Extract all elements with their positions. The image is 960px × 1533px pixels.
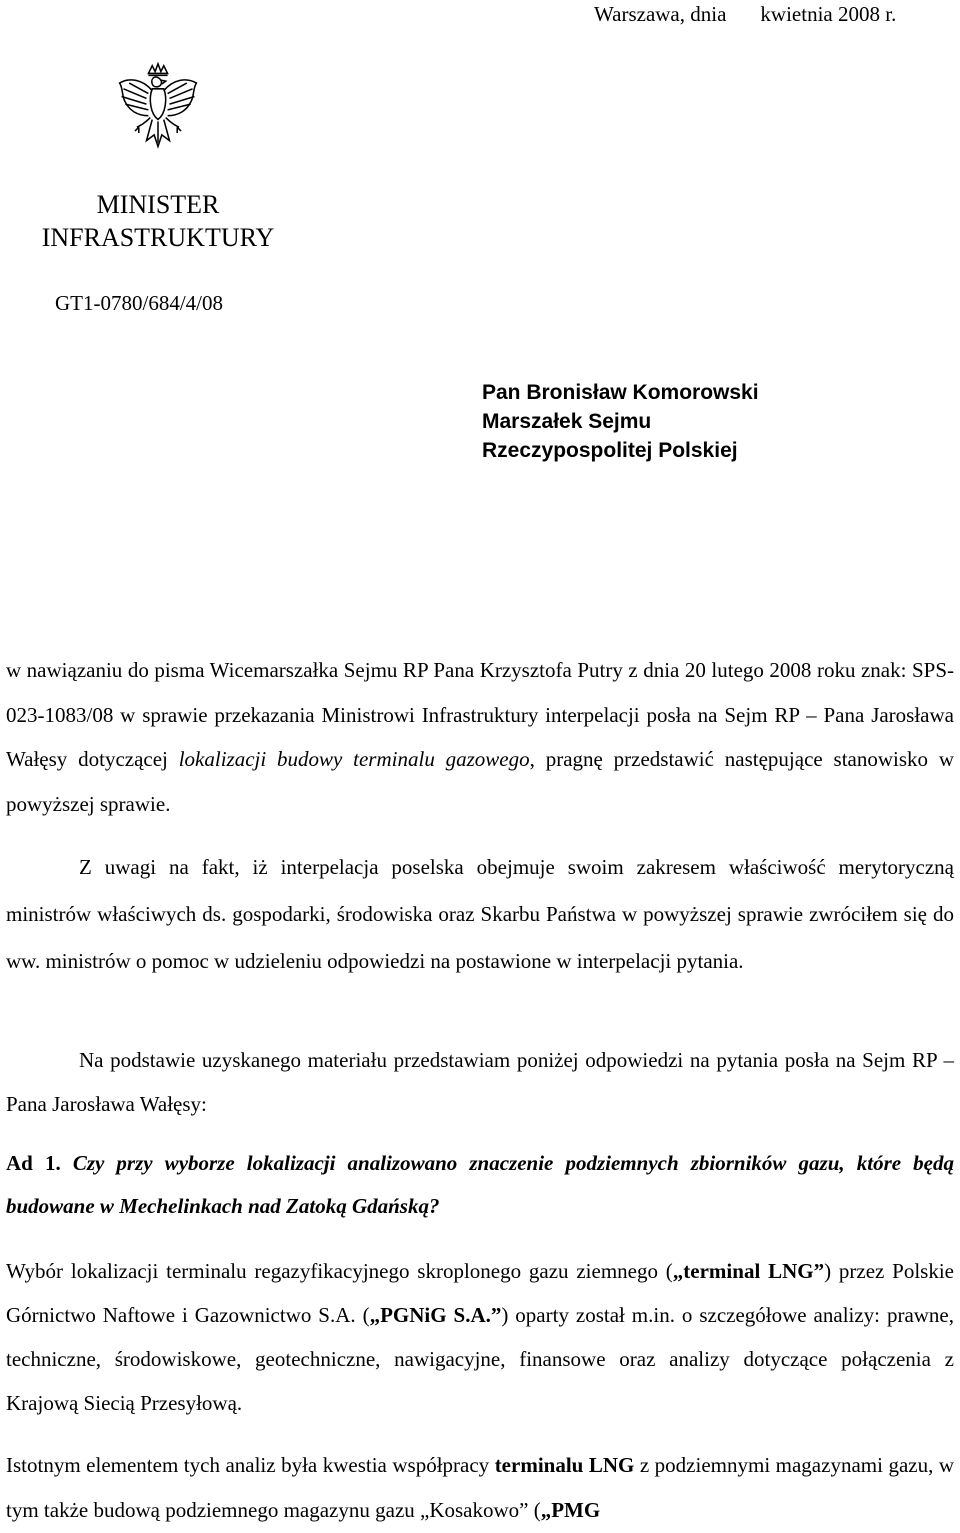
paragraph-intro-end: , pragnę przedstawić następujące stanowisko w powyższej sprawie.	[6, 747, 955, 816]
answer-text: Wybór lokalizacji terminalu regazyfikacyjnego skroplonego gazu ziemnego (	[6, 1259, 673, 1283]
paragraph-intro-italic: lokalizacji budowy terminalu gazowego	[178, 747, 530, 771]
polish-eagle-emblem-icon	[110, 60, 206, 156]
answer-bold: terminalu LNG	[494, 1453, 635, 1477]
answer-bold: „PMG	[540, 1498, 601, 1522]
answer-text: z podziemnymi magazynami gazu, w tym także budową podziemnego magazynu gazu „Kosakowo” (	[6, 1453, 954, 1522]
addressee-name: Pan Bronisław Komorowski	[482, 381, 759, 404]
question-1-text: Czy przy wyborze lokalizacji analizowano znaczenie podziemnych zbiorników gazu, które będą budowane w Mechelinkach nad Zatoką Gdańską?	[6, 1151, 954, 1218]
question-1	[6, 1142, 954, 1228]
paragraph-intro-text: w nawiązaniu do pisma Wicemarszałka Sejmu RP Pana Krzysztofa Putry z dnia 20 lutego 2008 roku znak: SPS-023-1083/08 w sprawie przekazania Ministrowi Infrastruktury interpelacji posła na Sejm RP – Pana Jarosława Wałęsy dotyczącej	[6, 658, 954, 771]
answer-bold: „PGNiG S.A.”	[369, 1303, 502, 1327]
addressee-country: Rzeczypospolitej Polskiej	[482, 439, 738, 462]
answer-1-paragraph-2	[6, 1443, 954, 1533]
date-prefix: Warszawa, dnia	[594, 2, 727, 26]
answer-1-paragraph-1	[6, 1249, 954, 1425]
ministry-line-1: MINISTER	[96, 190, 220, 219]
answer-bold: „terminal LNG”	[672, 1259, 825, 1283]
reference-number: GT1-0780/684/4/08	[55, 291, 223, 315]
paragraph-answers-intro: Na podstawie uzyskanego materiału przedstawiam poniżej odpowiedzi na pytania posła na Sejm RP – Pana Jarosława Wałęsy:	[6, 1048, 954, 1116]
answer-text: Istotnym elementem tych analiz była kwestia współpracy	[6, 1453, 495, 1477]
date-suffix: kwietnia 2008 r.	[760, 2, 897, 26]
paragraph-competence: Z uwagi na fakt, iż interpelacja poselska obejmuje swoim zakresem właściwość merytoryczną ministrów właściwych ds. gospodarki, środowiska oraz Skarbu Państwa w powyższej sprawie zwróciłem się do ww. ministrów o pomoc w udzieleniu odpowiedzi na postawione w interpelacji pytania.	[6, 855, 954, 973]
addressee-title: Marszałek Sejmu	[482, 410, 652, 433]
answer-text: ) przez Polskie Górnictwo Naftowe i Gazownictwo S.A. (	[6, 1259, 954, 1327]
addressee-block	[482, 378, 759, 465]
ministry-name	[20, 188, 296, 254]
answer-text: ) oparty został m.in. o szczegółowe analizy: prawne, techniczne, środowiskowe, geotechniczne, nawigacyjne, finansowe oraz analizy dotyczące połączenia z Krajową Siecią Przesyłową.	[6, 1303, 954, 1415]
ministry-line-2: INFRASTRUKTURY	[41, 223, 275, 252]
question-1-label: Ad 1.	[6, 1151, 61, 1175]
paragraph-intro	[6, 648, 954, 826]
date-line	[594, 2, 896, 27]
